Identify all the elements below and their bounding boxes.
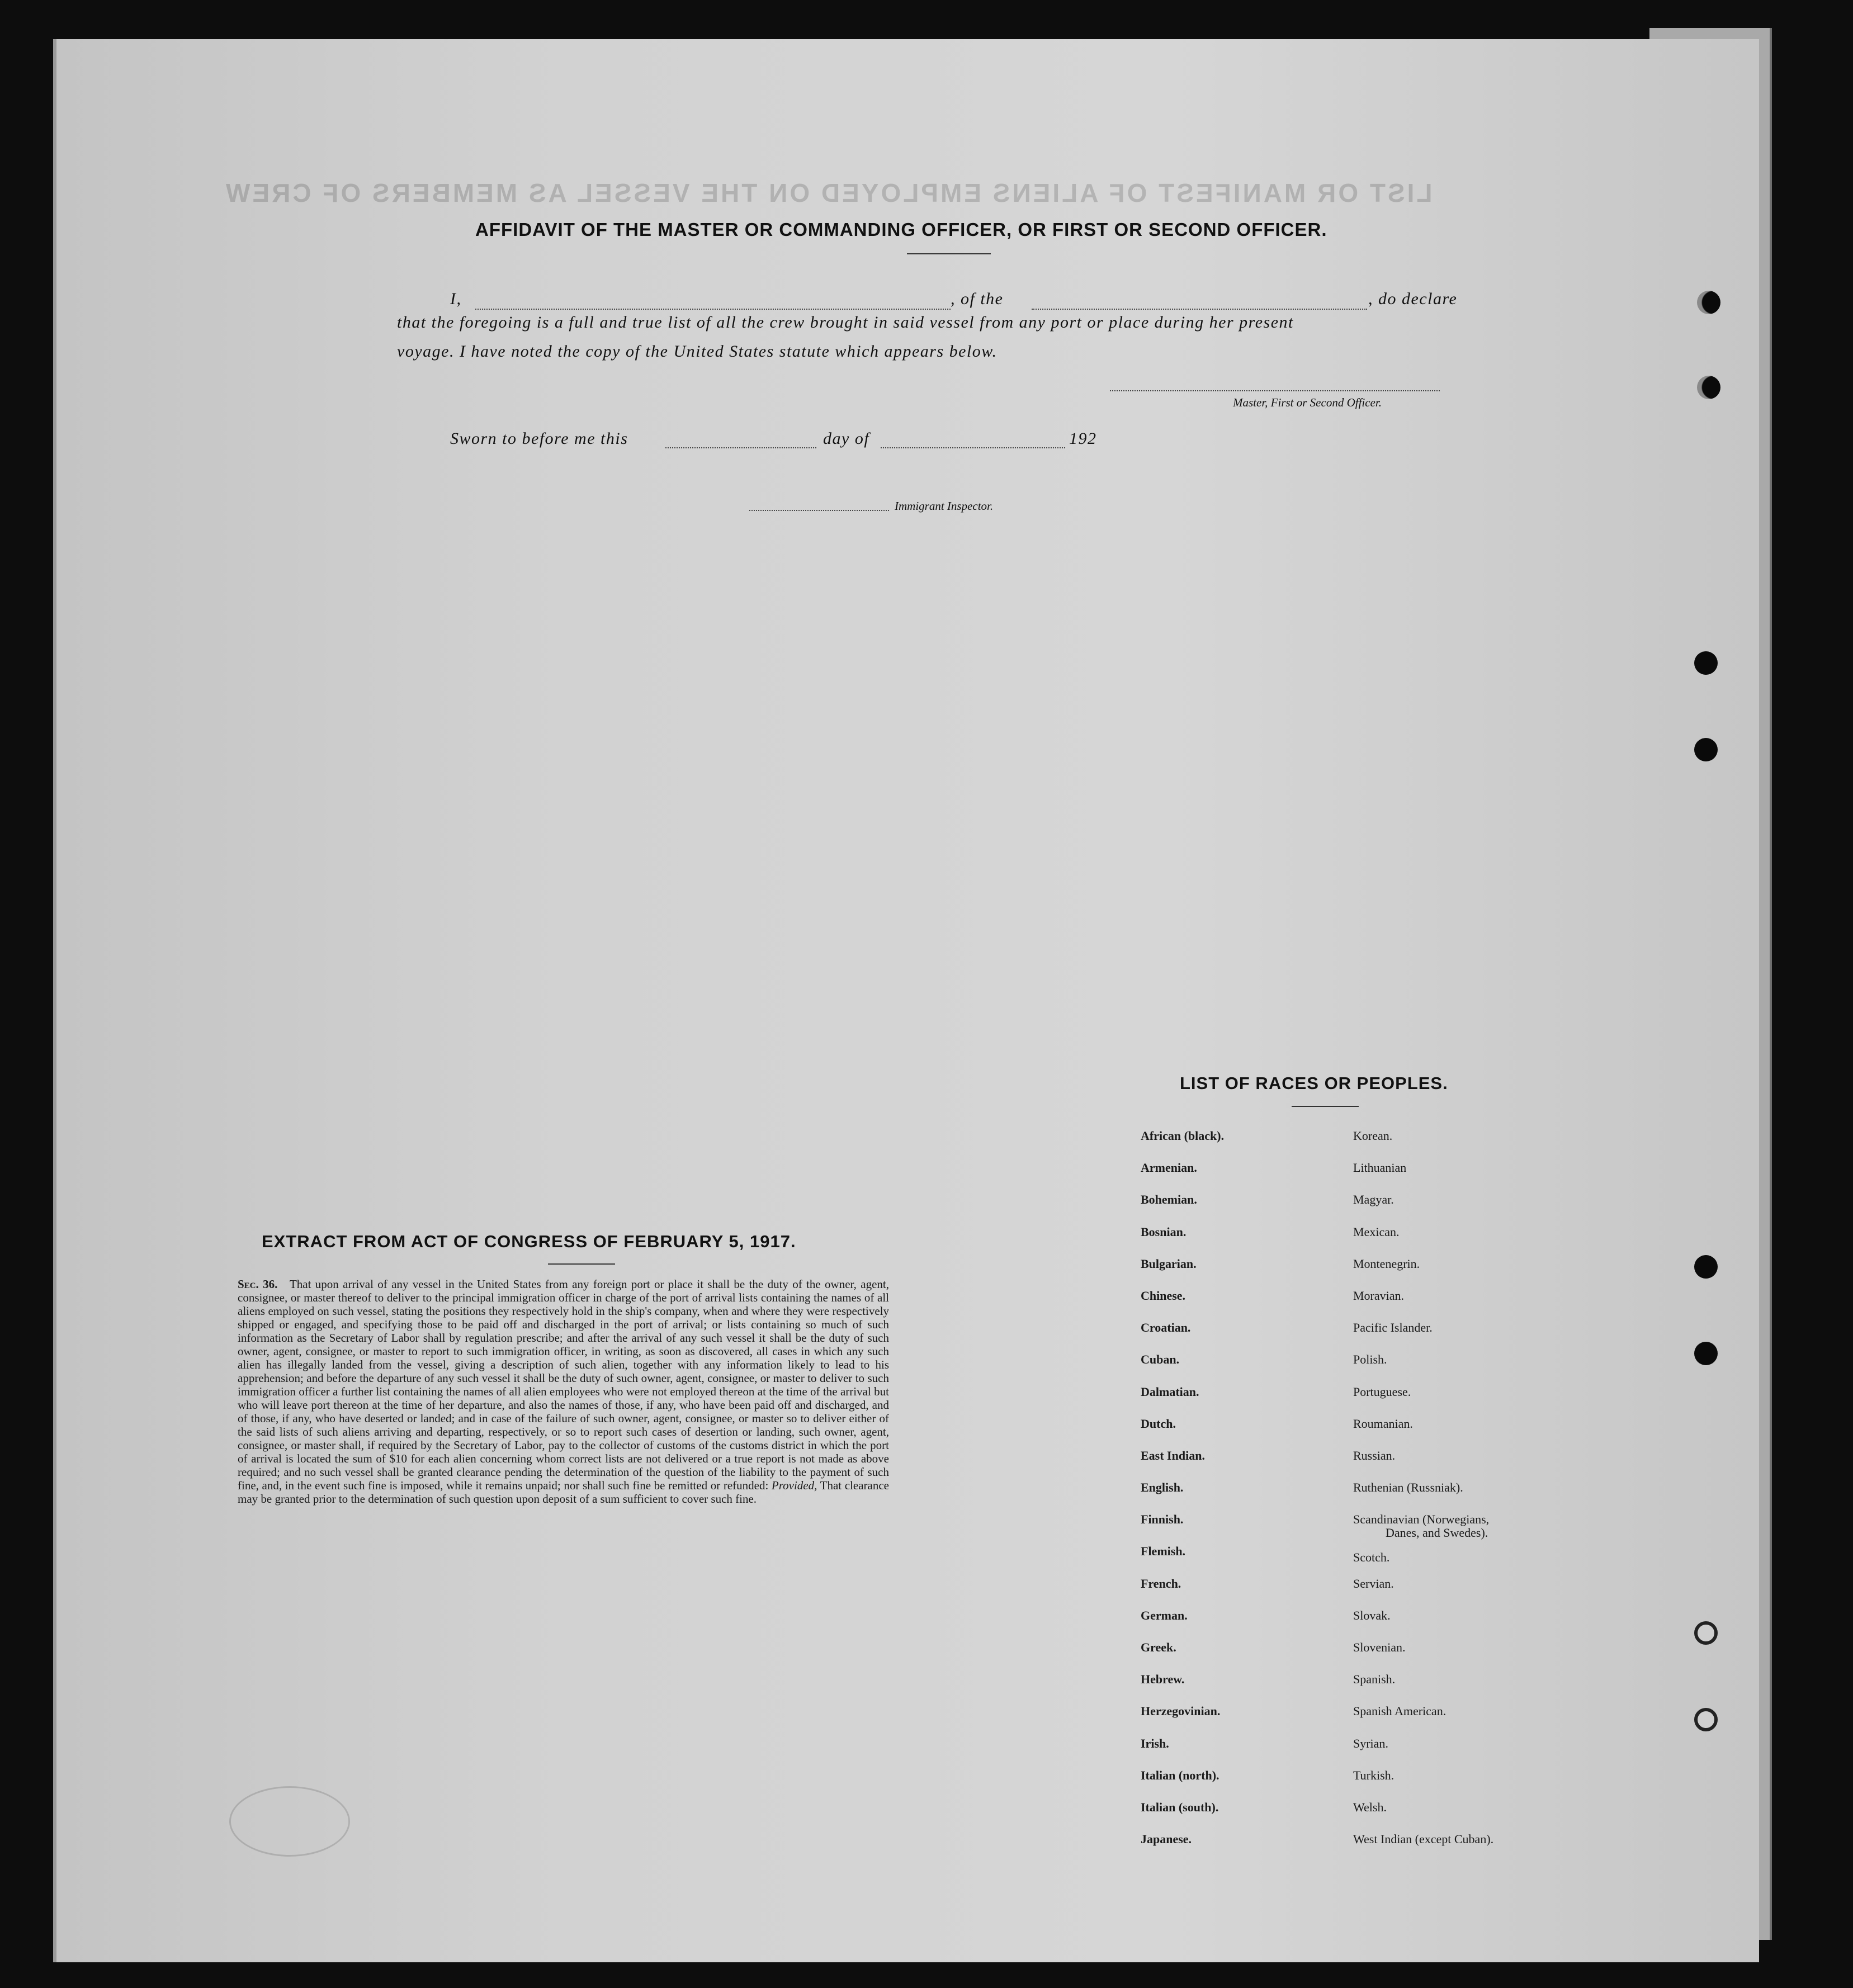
race-item: Bosnian. xyxy=(1141,1224,1187,1239)
race-item: Spanish American. xyxy=(1353,1704,1447,1719)
sworn-year: 192 xyxy=(1069,429,1097,448)
race-item: Russian. xyxy=(1353,1448,1396,1462)
race-item: Roumanian. xyxy=(1353,1416,1413,1431)
race-item: Herzegovinian. xyxy=(1141,1704,1221,1719)
race-item: Slovenian. xyxy=(1353,1640,1406,1655)
race-item: Polish. xyxy=(1353,1352,1387,1367)
sworn-day-blank xyxy=(665,447,816,448)
punch-hole xyxy=(1694,1621,1718,1645)
race-item: Irish. xyxy=(1141,1736,1169,1750)
name-blank xyxy=(475,309,951,310)
race-item: Chinese. xyxy=(1141,1288,1186,1303)
race-item: Japanese. xyxy=(1141,1832,1192,1847)
affidavit-line3: voyage. I have noted the copy of the United States statute which appears below. xyxy=(397,342,998,361)
race-item: Montenegrin. xyxy=(1353,1256,1420,1271)
inspector-caption: Immigrant Inspector. xyxy=(895,499,994,513)
race-item: Scotch. xyxy=(1353,1550,1390,1565)
race-item: Croatian. xyxy=(1141,1320,1191,1335)
race-item: Bohemian. xyxy=(1141,1192,1197,1207)
section-label: Sec. 36. xyxy=(238,1277,278,1291)
race-item: Greek. xyxy=(1141,1640,1176,1654)
affidavit-i: I, xyxy=(450,290,462,308)
punch-hole xyxy=(1694,738,1718,761)
extract-text: That upon arrival of any vessel in the United States from any foreign port or place it shall be the duty of the owner, agent, consignee, or master thereof to deliver to the principal immigration officer in charge of the port of arrival lists containing the names of all aliens employed on such vessel, stating the positions they respectively hold in the ship's company, when and where they were respectively shipped or engaged, and specifying those to be paid off and discharged in the port of arrival; or lists containing so much of such information as the Secretary of Labor shall by regulation prescribe; and after the arrival of any such vessel it shall be the duty of such owner, agent, consignee, or master to report to such immigration officer, in writing, as soon as discovered, all cases in which any such alien has illegally landed from the vessel, giving a description of such alien, together with any information likely to lead to his apprehension; and before the departure of any such vessel it shall be the duty of such owner, agent, consignee, or master to deliver to such immigration officer a further list containing the names of all alien employees who were not employed thereon at the time of the arrival but who will leave port thereon at the time of her departure, and also the names of those, if any, who have been paid off and discharged, and of those, if any, who have deserted or landed; and in case of the failure of such owner, agent, consignee, or master so to deliver either of the said lists of such aliens arriving and departing, respectively, or so to report such cases of desertion or landing, such owner, agent, consignee, or master shall, if required by the Secretary of Labor, pay to the collector of customs of the customs district in which the port of arrival is located the sum of $10 for each alien concerning whom correct lists are not delivered or a true report is not made as above required; and no such vessel shall be granted clearance pending the determination of the question of the liability to the payment of such fine, and, in the event such fine is imposed, while it remains unpaid; nor shall such fine be remitted or refunded: xyxy=(238,1277,889,1492)
race-item: Pacific Islander. xyxy=(1353,1320,1433,1335)
vessel-blank xyxy=(1032,309,1367,310)
races-title: LIST OF RACES OR PEOPLES. xyxy=(1180,1073,1448,1093)
extract-divider xyxy=(548,1263,615,1265)
punch-hole xyxy=(1694,1255,1718,1279)
race-item: Welsh. xyxy=(1353,1800,1387,1814)
race-item: Korean. xyxy=(1353,1129,1393,1143)
races-left-column xyxy=(1141,1129,1224,1864)
faded-stamp xyxy=(229,1786,350,1857)
race-item: Moravian. xyxy=(1353,1288,1405,1303)
race-item-scandinavian: Scandinavian (Norwegians, xyxy=(1353,1512,1490,1527)
race-item: Hebrew. xyxy=(1141,1672,1185,1687)
race-item: West Indian (except Cuban). xyxy=(1353,1832,1494,1847)
race-item: African (black). xyxy=(1141,1129,1225,1143)
sworn-month-blank xyxy=(881,447,1065,448)
race-item: Finnish. xyxy=(1141,1512,1184,1527)
race-item: Syrian. xyxy=(1353,1736,1388,1750)
race-item: German. xyxy=(1141,1608,1188,1622)
race-item: English. xyxy=(1141,1480,1184,1495)
race-item: French. xyxy=(1141,1576,1181,1591)
punch-hole xyxy=(1694,1708,1718,1731)
race-item: Turkish. xyxy=(1353,1768,1395,1782)
race-item: Spanish. xyxy=(1353,1672,1396,1687)
extract-body xyxy=(238,1277,889,1506)
race-item: Ruthenian (Russniak). xyxy=(1353,1480,1463,1495)
master-signature-line xyxy=(1110,390,1440,391)
affidavit-of-the: , of the xyxy=(951,290,1004,308)
race-item: Armenian. xyxy=(1141,1161,1197,1175)
race-item: Dutch. xyxy=(1141,1416,1176,1431)
sworn-day-of: day of xyxy=(823,429,870,448)
affidavit-title: AFFIDAVIT OF THE MASTER OR COMMANDING OFFICER, OR FIRST OR SECOND OFFICER. xyxy=(475,219,1327,240)
provided-label: Provided, xyxy=(771,1479,817,1492)
affidavit-line2: that the foregoing is a full and true list of all the crew brought in said vessel from any port or place during her present xyxy=(397,313,1294,332)
punch-hole xyxy=(1694,651,1718,675)
punch-hole xyxy=(1697,376,1720,399)
sworn-text: Sworn to before me this xyxy=(450,429,628,448)
race-item: Italian (south). xyxy=(1141,1800,1219,1814)
bleed-through-header: LIST OR MANIFEST OF ALIENS EMPLOYED ON THE VESSEL AS MEMBERS OF CREW xyxy=(224,178,1433,207)
race-item: Servian. xyxy=(1353,1576,1394,1591)
race-item: Portuguese. xyxy=(1353,1384,1411,1399)
race-item: Flemish. xyxy=(1141,1544,1186,1559)
punch-hole xyxy=(1694,1342,1718,1365)
master-caption: Master, First or Second Officer. xyxy=(1233,396,1382,409)
inspector-signature-line xyxy=(749,510,889,511)
race-item xyxy=(1353,1513,1493,1551)
title-divider xyxy=(907,253,991,254)
race-item: Cuban. xyxy=(1141,1352,1180,1367)
race-item-scandinavian-cont: Danes, and Swedes). xyxy=(1386,1526,1488,1540)
affidavit-declare: , do declare xyxy=(1368,290,1458,308)
race-item: Mexican. xyxy=(1353,1224,1400,1239)
race-item: Lithuanian xyxy=(1353,1161,1407,1175)
extract-text-end: That clearance may be granted prior to the determination of such question upon deposit of a sum sufficient to cover such fine. xyxy=(238,1479,889,1506)
race-item: East Indian. xyxy=(1141,1448,1205,1462)
race-item: Bulgarian. xyxy=(1141,1256,1197,1271)
race-item: Dalmatian. xyxy=(1141,1384,1199,1399)
race-item: Slovak. xyxy=(1353,1608,1391,1622)
extract-title: EXTRACT FROM ACT OF CONGRESS OF FEBRUARY 5, 1917. xyxy=(262,1232,796,1251)
races-divider xyxy=(1292,1106,1359,1107)
punch-hole xyxy=(1697,291,1720,314)
race-item: Magyar. xyxy=(1353,1192,1394,1207)
races-right-column xyxy=(1353,1129,1493,1864)
race-item: Italian (north). xyxy=(1141,1768,1219,1782)
